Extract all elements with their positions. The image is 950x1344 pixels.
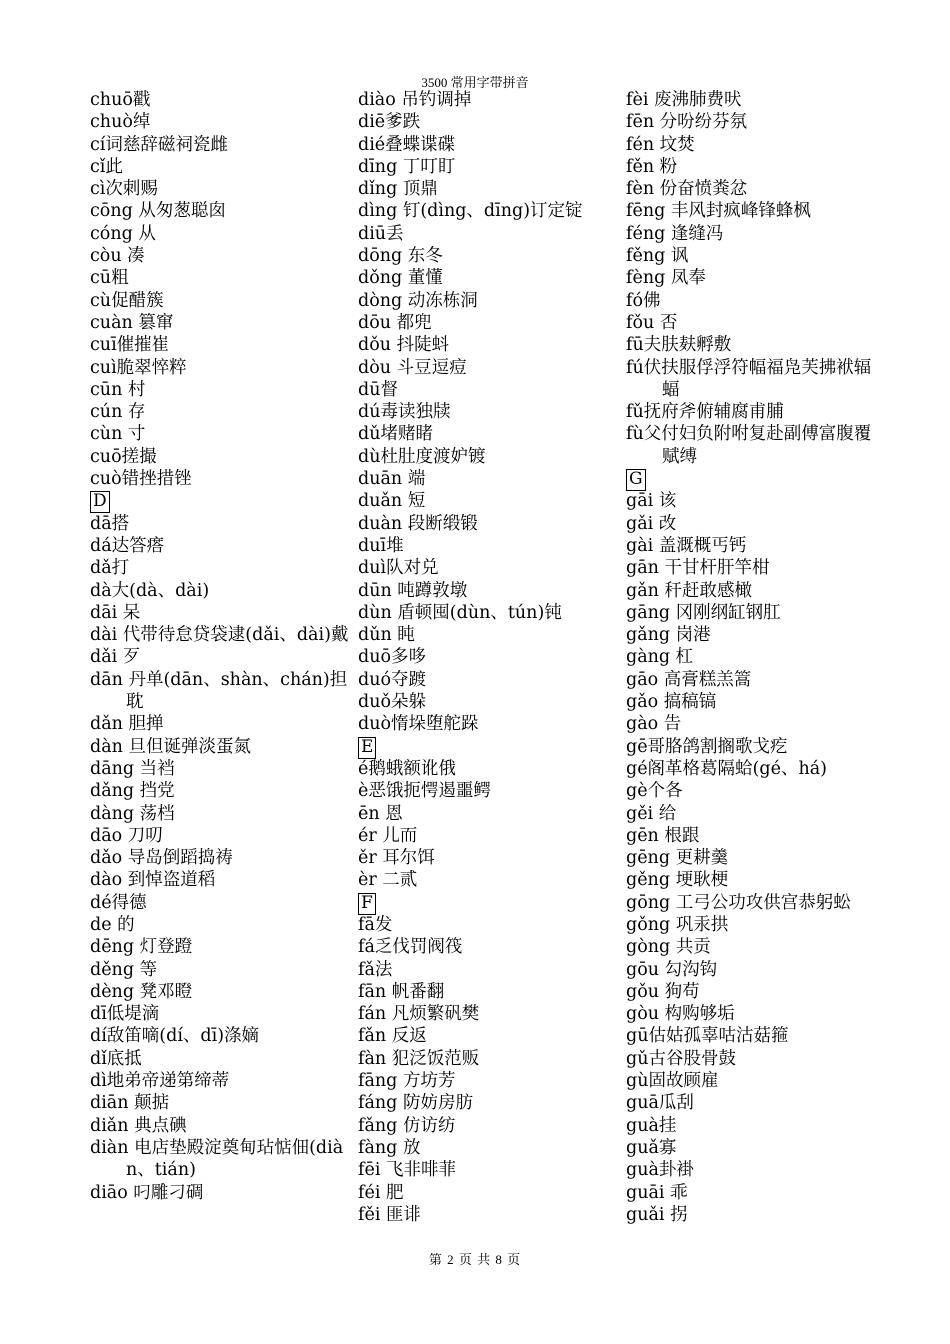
pinyin-entry: gē哥胳鸽割搁歌戈疙 bbox=[626, 736, 788, 757]
pinyin-entry: děng 等 bbox=[90, 959, 158, 980]
pinyin-entry: dé得德 bbox=[90, 892, 147, 913]
pinyin-entry: chuō戳 bbox=[90, 90, 151, 110]
pinyin-entry: fǎn 反返 bbox=[358, 1026, 427, 1047]
pinyin-entry: fěng 讽 bbox=[626, 246, 689, 267]
pinyin-entry: gé阁革格葛隔蛤(gé、há) bbox=[626, 758, 827, 779]
pinyin-entry: gù固故顾雇 bbox=[626, 1071, 719, 1092]
pinyin-entry: gū估姑孤辜咕沽菇箍 bbox=[626, 1026, 789, 1047]
pinyin-entry: dī低堤滴 bbox=[90, 1004, 160, 1025]
pinyin-entry: féi 肥 bbox=[358, 1182, 404, 1203]
pinyin-entry: fǔ抚府斧俯辅腐甫脯 bbox=[626, 402, 784, 423]
pinyin-entry: fǎ法 bbox=[358, 959, 393, 980]
pinyin-entry: cǐ此 bbox=[90, 156, 123, 177]
pinyin-entry: dài 代带待怠贷袋逮(dǎi、dài)戴 bbox=[90, 625, 349, 646]
pinyin-entry: cuò错挫措锉 bbox=[90, 469, 192, 490]
pinyin-entry: gān 干甘杆肝竿柑 bbox=[626, 558, 770, 579]
pinyin-entry: cù促醋簇 bbox=[90, 290, 164, 311]
pinyin-entry: gěi 给 bbox=[626, 803, 677, 824]
pinyin-entry: féng 逢缝冯 bbox=[626, 223, 724, 244]
section-letter: E bbox=[358, 737, 376, 759]
pinyin-entry: dà大(dà、dài) bbox=[90, 580, 210, 601]
pinyin-entry: dì地弟帝递第缔蒂 bbox=[90, 1071, 230, 1092]
pinyin-entry: fāng 方坊芳 bbox=[358, 1071, 456, 1092]
pinyin-entry: cùn 寸 bbox=[90, 424, 146, 445]
pinyin-entry: fá乏伐罚阀筏 bbox=[358, 937, 463, 958]
pinyin-entry: dìng 钉(dìng、dīng)订定锭 bbox=[358, 201, 583, 222]
pinyin-entry: diū丢 bbox=[358, 223, 404, 244]
pinyin-entry: dēng 灯登蹬 bbox=[90, 937, 193, 958]
pinyin-entry: fěi 匪诽 bbox=[358, 1204, 421, 1225]
pinyin-entry: dǔn 盹 bbox=[358, 625, 415, 646]
pinyin-entry: gōu 勾沟钩 bbox=[626, 959, 718, 980]
pinyin-entry: gǎi 改 bbox=[626, 513, 677, 534]
pinyin-entry: duō多哆 bbox=[358, 647, 427, 668]
pinyin-entry: gòng 共贡 bbox=[626, 937, 711, 958]
pinyin-entry: ěr 耳尔饵 bbox=[358, 848, 435, 869]
pinyin-entry: diē爹跌 bbox=[358, 112, 421, 133]
pinyin-entry: fèn 份奋愤粪忿 bbox=[626, 179, 748, 200]
pinyin-entry: guǎ寡 bbox=[626, 1137, 677, 1158]
pinyin-entry: cuàn 篡窜 bbox=[90, 312, 174, 333]
pinyin-entry: gāng 冈刚纲缸钢肛 bbox=[626, 602, 781, 623]
pinyin-entry: è恶饿扼愕遏噩鳄 bbox=[358, 781, 491, 802]
pinyin-entry: dūn 吨蹲敦墩 bbox=[358, 580, 468, 601]
pinyin-entry: dòng 动冻栋洞 bbox=[358, 290, 478, 311]
section-letter: G bbox=[626, 469, 646, 491]
pinyin-entry: diàn 电店垫殿淀奠甸玷惦佃(diàn、tián) bbox=[90, 1137, 344, 1181]
pinyin-entry: fàn 犯泛饭范贩 bbox=[358, 1048, 480, 1069]
pinyin-entry: fú伏扶服俘浮符幅福凫芙拂袱辐蝠 bbox=[626, 357, 872, 400]
pinyin-entry: diāo 叼雕刁碉 bbox=[90, 1182, 204, 1203]
pinyin-entry: gēn 根跟 bbox=[626, 825, 700, 846]
pinyin-entry: dā搭 bbox=[90, 513, 130, 534]
pinyin-entry: dǔ堵赌睹 bbox=[358, 424, 433, 445]
pinyin-entry: duǎn 短 bbox=[358, 491, 426, 512]
pinyin-entry: ēn 恩 bbox=[358, 803, 403, 824]
pinyin-entry: diǎn 典点碘 bbox=[90, 1115, 187, 1136]
pinyin-entry: fén 坟焚 bbox=[626, 134, 695, 155]
pinyin-entry: gài 盖溉概丐钙 bbox=[626, 535, 747, 556]
pinyin-entry: gěng 埂耿梗 bbox=[626, 870, 729, 891]
pinyin-entry: guā瓜刮 bbox=[626, 1093, 694, 1114]
pinyin-entry: dǐng 顶鼎 bbox=[358, 179, 438, 200]
pinyin-entry: duān 端 bbox=[358, 469, 426, 490]
pinyin-entry: dí敌笛嘀(dí、dī)涤嫡 bbox=[90, 1026, 260, 1047]
pinyin-entry: gǎo 搞稿镐 bbox=[626, 692, 717, 713]
pinyin-entry: cuō搓撮 bbox=[90, 446, 157, 467]
column-3 bbox=[626, 89, 886, 1226]
column-2 bbox=[358, 89, 618, 1226]
pinyin-entry: cún 存 bbox=[90, 402, 146, 423]
pinyin-entry: dòu 斗豆逗痘 bbox=[358, 357, 467, 378]
pinyin-entry: fáng 防妨房肪 bbox=[358, 1093, 473, 1114]
pinyin-entry: dá达答瘩 bbox=[90, 535, 165, 556]
pinyin-entry: cí词慈辞磁祠瓷雌 bbox=[90, 134, 228, 155]
pinyin-entry: guà挂 bbox=[626, 1115, 677, 1136]
pinyin-entry: dǒng 董懂 bbox=[358, 268, 443, 289]
pinyin-entry: duī堆 bbox=[358, 535, 404, 556]
pinyin-entry: fū夫肤麸孵敷 bbox=[626, 335, 732, 356]
pinyin-entry: fēi 飞非啡菲 bbox=[358, 1160, 456, 1181]
pinyin-entry: guà卦褂 bbox=[626, 1160, 694, 1181]
pinyin-entry: duǒ朵躲 bbox=[358, 692, 427, 713]
pinyin-entry: dǎng 挡党 bbox=[90, 781, 175, 802]
pinyin-entry: dū督 bbox=[358, 379, 398, 400]
section-letter-row bbox=[358, 892, 618, 914]
pinyin-entry: gāo 高膏糕羔篙 bbox=[626, 669, 752, 690]
section-letter-row bbox=[358, 736, 618, 758]
pinyin-entry: fèng 凤奉 bbox=[626, 268, 706, 289]
pinyin-entry: fù父付妇负附咐复赴副傅富腹覆赋缚 bbox=[626, 424, 872, 467]
pinyin-entry: dú毒读独牍 bbox=[358, 402, 451, 423]
section-letter-row bbox=[626, 468, 886, 490]
page-footer: 第 2 页 共 8 页 bbox=[428, 1252, 522, 1267]
section-letter: F bbox=[358, 893, 376, 915]
pinyin-entry: diān 颠掂 bbox=[90, 1093, 170, 1114]
pinyin-entry: fā发 bbox=[358, 914, 393, 935]
pinyin-entry: diào 吊钓调掉 bbox=[358, 90, 472, 110]
pinyin-entry: cóng 从 bbox=[90, 223, 156, 244]
pinyin-entry: é鹅蛾额讹俄 bbox=[358, 758, 456, 779]
page-header: 3500 常用字带拼音 bbox=[421, 75, 529, 90]
pinyin-entry: dǒu 抖陡蚪 bbox=[358, 335, 450, 356]
pinyin-entry: fēng 丰风封疯峰锋蜂枫 bbox=[626, 201, 811, 222]
pinyin-entry: dù杜肚度渡妒镀 bbox=[358, 446, 486, 467]
pinyin-entry: gēng 更耕羹 bbox=[626, 848, 729, 869]
pinyin-entry: dàn 旦但诞弹淡蛋氮 bbox=[90, 736, 251, 757]
pinyin-entry: gǎng 岗港 bbox=[626, 625, 711, 646]
pinyin-entry: dāi 呆 bbox=[90, 602, 141, 623]
pinyin-entry: de 的 bbox=[90, 914, 135, 935]
section-letter-row bbox=[90, 490, 350, 512]
pinyin-entry: cōng 从匆葱聪囱 bbox=[90, 201, 226, 222]
pinyin-entry: dào 到悼盗道稻 bbox=[90, 870, 216, 891]
pinyin-entry: dǎi 歹 bbox=[90, 647, 141, 668]
pinyin-entry: dīng 丁叮盯 bbox=[358, 156, 456, 177]
pinyin-entry: èr 二贰 bbox=[358, 870, 418, 891]
pinyin-entry: còu 凑 bbox=[90, 246, 145, 267]
pinyin-entry: cuì脆翠悴粹 bbox=[90, 357, 187, 378]
pinyin-entry: fěn 粉 bbox=[626, 156, 678, 177]
pinyin-entry: fán 凡烦繁矾樊 bbox=[358, 1004, 480, 1025]
pinyin-entry: duàn 段断缎锻 bbox=[358, 513, 478, 534]
pinyin-entry: fó佛 bbox=[626, 290, 661, 311]
pinyin-entry: gòu 构购够垢 bbox=[626, 1004, 735, 1025]
pinyin-entry: cuī催摧崔 bbox=[90, 335, 170, 356]
pinyin-entry: dōu 都兜 bbox=[358, 312, 432, 333]
pinyin-entry: fēn 分吩纷芬氛 bbox=[626, 112, 748, 133]
pinyin-entry: cū粗 bbox=[90, 268, 129, 289]
pinyin-entry: fǒu 否 bbox=[626, 312, 678, 333]
pinyin-entry: gōng 工弓公功攻供宫恭躬蚣 bbox=[626, 892, 851, 913]
pinyin-entry: cūn 村 bbox=[90, 379, 146, 400]
pinyin-entry: gè个各 bbox=[626, 781, 683, 802]
pinyin-entry: dǎo 导岛倒蹈捣祷 bbox=[90, 848, 233, 869]
pinyin-entry: dié叠蝶谍碟 bbox=[358, 134, 456, 155]
pinyin-entry: dōng 东冬 bbox=[358, 246, 443, 267]
pinyin-entry: guǎi 拐 bbox=[626, 1204, 688, 1225]
pinyin-entry: duó夺踱 bbox=[358, 669, 427, 690]
pinyin-entry: duì队对兑 bbox=[358, 558, 439, 579]
pinyin-entry: gǎn 秆赶敢感橄 bbox=[626, 580, 752, 601]
pinyin-entry: gǒng 巩汞拱 bbox=[626, 914, 729, 935]
pinyin-entry: dǎn 胆掸 bbox=[90, 714, 164, 735]
pinyin-entry: fàng 放 bbox=[358, 1137, 421, 1158]
pinyin-entry: fān 帆番翻 bbox=[358, 981, 445, 1002]
pinyin-entry: dǐ底抵 bbox=[90, 1048, 142, 1069]
pinyin-entry: dǎ打 bbox=[90, 558, 130, 579]
pinyin-entry: gǔ古谷股骨鼓 bbox=[626, 1048, 736, 1069]
pinyin-entry: dāng 当裆 bbox=[90, 758, 175, 779]
pinyin-entry: gào 告 bbox=[626, 714, 682, 735]
pinyin-entry: ér 儿而 bbox=[358, 825, 418, 846]
pinyin-entry: gàng 杠 bbox=[626, 647, 694, 668]
pinyin-entry: chuò绰 bbox=[90, 112, 151, 133]
pinyin-entry: cì次刺赐 bbox=[90, 179, 158, 200]
pinyin-entry: dèng 凳邓瞪 bbox=[90, 981, 193, 1002]
pinyin-entry: fèi 废沸肺费吠 bbox=[626, 90, 742, 110]
pinyin-entry: fǎng 仿访纺 bbox=[358, 1115, 456, 1136]
pinyin-entry: guāi 乖 bbox=[626, 1182, 688, 1203]
pinyin-entry: duò惰垛堕舵跺 bbox=[358, 714, 479, 735]
pinyin-entry: dùn 盾顿囤(dùn、tún)钝 bbox=[358, 602, 562, 623]
pinyin-entry: dān 丹单(dān、shàn、chán)担耽 bbox=[90, 669, 348, 713]
section-letter: D bbox=[90, 491, 110, 513]
pinyin-entry: gǒu 狗苟 bbox=[626, 981, 700, 1002]
pinyin-entry: dàng 荡档 bbox=[90, 803, 175, 824]
column-1 bbox=[90, 89, 350, 1204]
pinyin-entry: dāo 刀叨 bbox=[90, 825, 163, 846]
pinyin-entry: gāi 该 bbox=[626, 491, 677, 512]
